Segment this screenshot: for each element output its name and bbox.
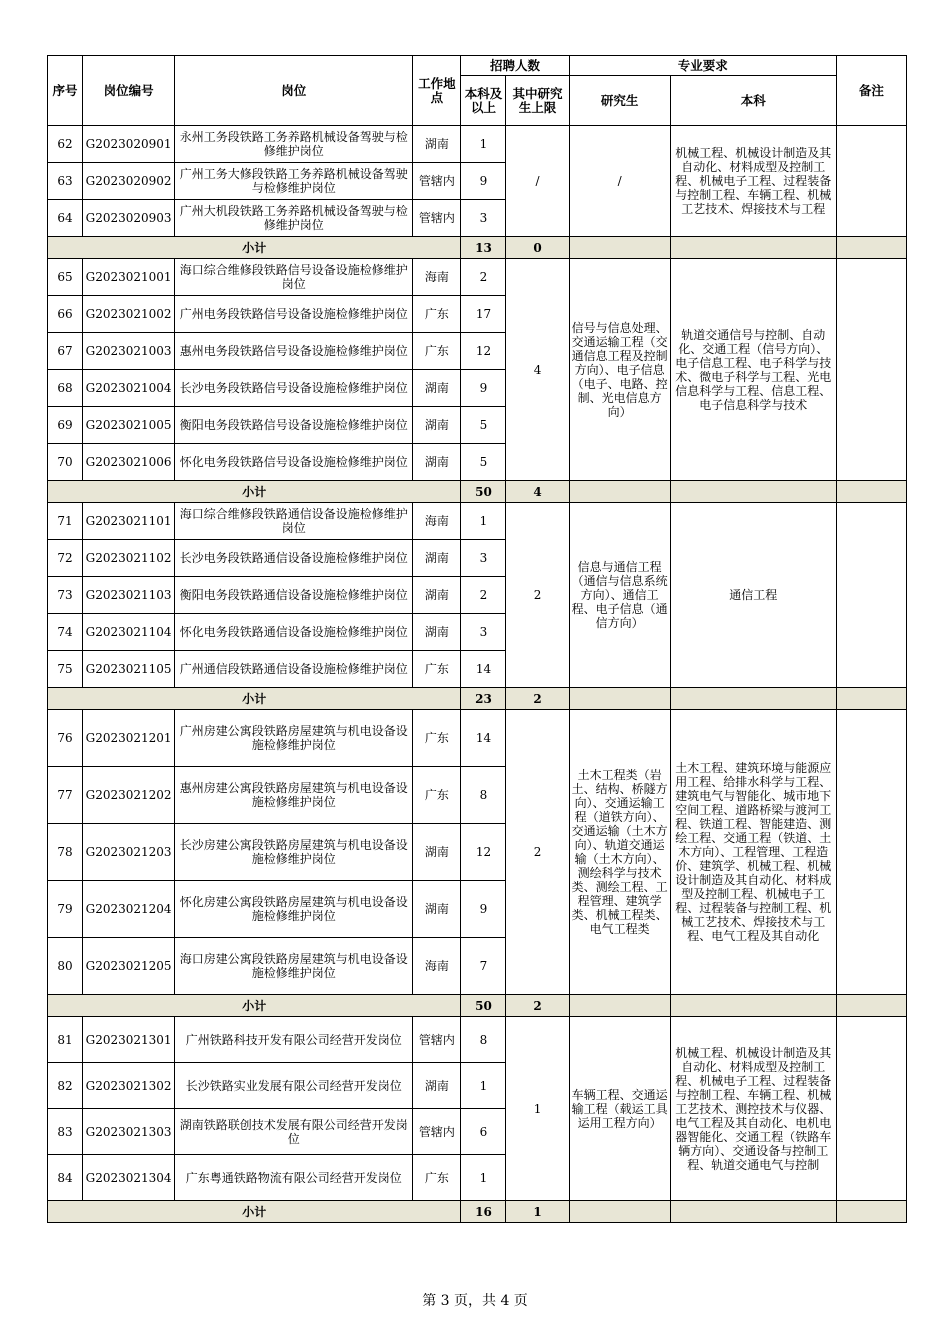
header-seq: 序号 (48, 56, 83, 126)
cell-position: 怀化房建公寓段铁路房屋建筑与机电设备设施检修维护岗位 (175, 881, 413, 938)
cell-count: 1 (461, 503, 506, 540)
subtotal-label: 小计 (48, 995, 461, 1017)
cell-count: 3 (461, 200, 506, 237)
subtotal-row (48, 481, 907, 503)
subtotal-grad: 2 (506, 995, 569, 1017)
cell-position: 海口综合维修段铁路信号设备设施检修维护岗位 (175, 259, 413, 296)
header-undergrad-plus: 本科及以上 (461, 76, 506, 126)
cell-location: 海南 (413, 259, 461, 296)
cell-count: 12 (461, 824, 506, 881)
cell-count: 14 (461, 710, 506, 767)
cell-major-grad: 车辆工程、交通运输工程（载运工具运用工程方向） (569, 1017, 670, 1201)
cell-location: 广东 (413, 333, 461, 370)
cell-location: 湖南 (413, 881, 461, 938)
cell-count: 6 (461, 1109, 506, 1155)
cell-position: 衡阳电务段铁路信号设备设施检修维护岗位 (175, 407, 413, 444)
cell-location: 管辖内 (413, 1017, 461, 1063)
cell-code: G2023020903 (83, 200, 175, 237)
cell-code: G2023021005 (83, 407, 175, 444)
header-recruit-group: 招聘人数 (461, 56, 569, 76)
cell-location: 湖南 (413, 540, 461, 577)
cell-position: 湖南铁路联创技术发展有限公司经营开发岗位 (175, 1109, 413, 1155)
cell-code: G2023021001 (83, 259, 175, 296)
cell-count: 9 (461, 370, 506, 407)
cell-count: 7 (461, 938, 506, 995)
subtotal-count: 23 (461, 688, 506, 710)
cell-location: 管辖内 (413, 1109, 461, 1155)
cell-code: G2023021102 (83, 540, 175, 577)
cell-location: 湖南 (413, 1063, 461, 1109)
cell-count: 2 (461, 259, 506, 296)
cell-position: 长沙电务段铁路信号设备设施检修维护岗位 (175, 370, 413, 407)
subtotal-row (48, 237, 907, 259)
cell-major-grad: 信号与信息处理、交通运输工程（交通信息工程及控制方向）、电子信息（电子、电路、控制、光电信息方向） (569, 259, 670, 481)
cell-grad-limit: / (506, 126, 569, 237)
cell-code: G2023021203 (83, 824, 175, 881)
cell-grad-limit: 4 (506, 259, 569, 481)
cell-location: 湖南 (413, 824, 461, 881)
cell-count: 8 (461, 767, 506, 824)
cell-count: 14 (461, 651, 506, 688)
cell-location: 湖南 (413, 407, 461, 444)
cell-major-undergrad: 土木工程、建筑环境与能源应用工程、给排水科学与工程、建筑电气与智能化、城市地下空间工程、道路桥梁与渡河工程、铁道工程、智能建造、测绘工程、交通工程（铁道、土木方向）、工程管理、工程造价、建筑学、机械工程、机械设计制造及其自动化、材料成型及控制工程、机械电子工程、过程装备与控制工程、机械工艺技术、焊接技术与工程、电气工程及其自动化 (670, 710, 836, 995)
cell-seq: 74 (48, 614, 83, 651)
cell-code: G2023021304 (83, 1155, 175, 1201)
cell-major-undergrad: 轨道交通信号与控制、自动化、交通工程（信号方向）、电子信息工程、电子科学与技术、微电子科学与工程、光电信息科学与工程、信息工程、电子信息科学与技术 (670, 259, 836, 481)
cell-code: G2023021205 (83, 938, 175, 995)
subtotal-label: 小计 (48, 481, 461, 503)
cell-location: 海南 (413, 938, 461, 995)
cell-code: G2023021003 (83, 333, 175, 370)
cell-remark (836, 710, 906, 995)
subtotal-row (48, 1201, 907, 1223)
cell-count: 5 (461, 407, 506, 444)
subtotal-label: 小计 (48, 688, 461, 710)
cell-remark (836, 503, 906, 688)
subtotal-count: 13 (461, 237, 506, 259)
table-row (48, 710, 907, 767)
cell-remark (836, 259, 906, 481)
table-row (48, 126, 907, 163)
cell-seq: 68 (48, 370, 83, 407)
cell-seq: 72 (48, 540, 83, 577)
cell-position: 广州电务段铁路信号设备设施检修维护岗位 (175, 296, 413, 333)
cell-seq: 80 (48, 938, 83, 995)
cell-position: 广州通信段铁路通信设备设施检修维护岗位 (175, 651, 413, 688)
subtotal-grad: 2 (506, 688, 569, 710)
cell-seq: 84 (48, 1155, 83, 1201)
cell-remark (836, 1017, 906, 1201)
cell-location: 管辖内 (413, 163, 461, 200)
cell-code: G2023021202 (83, 767, 175, 824)
cell-seq: 81 (48, 1017, 83, 1063)
subtotal-grad: 0 (506, 237, 569, 259)
cell-seq: 73 (48, 577, 83, 614)
cell-location: 湖南 (413, 444, 461, 481)
cell-position: 长沙电务段铁路通信设备设施检修维护岗位 (175, 540, 413, 577)
cell-position: 长沙铁路实业发展有限公司经营开发岗位 (175, 1063, 413, 1109)
subtotal-grad: 4 (506, 481, 569, 503)
cell-position: 广东粤通铁路物流有限公司经营开发岗位 (175, 1155, 413, 1201)
cell-location: 广东 (413, 767, 461, 824)
cell-seq: 70 (48, 444, 83, 481)
cell-position: 长沙房建公寓段铁路房屋建筑与机电设备设施检修维护岗位 (175, 824, 413, 881)
cell-count: 9 (461, 163, 506, 200)
cell-position: 怀化电务段铁路信号设备设施检修维护岗位 (175, 444, 413, 481)
cell-remark (836, 126, 906, 237)
subtotal-count: 16 (461, 1201, 506, 1223)
cell-location: 广东 (413, 651, 461, 688)
cell-code: G2023021301 (83, 1017, 175, 1063)
header-major-undergrad: 本科 (670, 76, 836, 126)
cell-position: 广州工务大修段铁路工务养路机械设备驾驶与检修维护岗位 (175, 163, 413, 200)
cell-location: 湖南 (413, 370, 461, 407)
cell-code: G2023021303 (83, 1109, 175, 1155)
subtotal-row (48, 688, 907, 710)
subtotal-label: 小计 (48, 1201, 461, 1223)
recruitment-table (47, 55, 907, 1223)
cell-seq: 66 (48, 296, 83, 333)
cell-major-grad: 土木工程类（岩土、结构、桥隧方向）、交通运输工程（道铁方向）、交通运输（土木方向）、轨道交通运输（土木方向）、测绘科学与技术类、测绘工程、工程管理、建筑学类、机械工程类、电气工程类 (569, 710, 670, 995)
subtotal-grad: 1 (506, 1201, 569, 1223)
subtotal-count: 50 (461, 481, 506, 503)
cell-count: 3 (461, 540, 506, 577)
header-major-group: 专业要求 (569, 56, 836, 76)
table-row (48, 259, 907, 296)
cell-location: 海南 (413, 503, 461, 540)
cell-count: 12 (461, 333, 506, 370)
header-major-grad: 研究生 (569, 76, 670, 126)
cell-seq: 69 (48, 407, 83, 444)
cell-seq: 82 (48, 1063, 83, 1109)
cell-code: G2023021103 (83, 577, 175, 614)
cell-seq: 77 (48, 767, 83, 824)
cell-location: 管辖内 (413, 200, 461, 237)
cell-position: 永州工务段铁路工务养路机械设备驾驶与检修维护岗位 (175, 126, 413, 163)
cell-seq: 62 (48, 126, 83, 163)
cell-code: G2023021002 (83, 296, 175, 333)
cell-count: 2 (461, 577, 506, 614)
cell-seq: 78 (48, 824, 83, 881)
cell-major-undergrad: 机械工程、机械设计制造及其自动化、材料成型及控制工程、机械电子工程、过程装备与控制工程、车辆工程、机械工艺技术、焊接技术与工程 (670, 126, 836, 237)
cell-location: 广东 (413, 1155, 461, 1201)
cell-major-undergrad: 机械工程、机械设计制造及其自动化、材料成型及控制工程、机械电子工程、过程装备与控制工程、车辆工程、机械工艺技术、测控技术与仪器、电气工程及其自动化、电机电器智能化、交通工程（铁路车辆方向）、交通设备与控制工程、轨道交通电气与控制 (670, 1017, 836, 1201)
cell-position: 广州大机段铁路工务养路机械设备驾驶与检修维护岗位 (175, 200, 413, 237)
cell-seq: 76 (48, 710, 83, 767)
cell-position: 怀化电务段铁路通信设备设施检修维护岗位 (175, 614, 413, 651)
cell-code: G2023021101 (83, 503, 175, 540)
cell-seq: 63 (48, 163, 83, 200)
cell-seq: 65 (48, 259, 83, 296)
page-footer: 第 3 页，共 4 页 (422, 1293, 528, 1309)
subtotal-row (48, 995, 907, 1017)
header-grad-limit: 其中研究生上限 (506, 76, 569, 126)
cell-count: 8 (461, 1017, 506, 1063)
cell-code: G2023021105 (83, 651, 175, 688)
header-location: 工作地点 (413, 56, 461, 126)
cell-code: G2023021104 (83, 614, 175, 651)
table-row (48, 503, 907, 540)
header-code: 岗位编号 (83, 56, 175, 126)
cell-position: 衡阳电务段铁路通信设备设施检修维护岗位 (175, 577, 413, 614)
cell-count: 1 (461, 1155, 506, 1201)
cell-count: 1 (461, 126, 506, 163)
subtotal-count: 50 (461, 995, 506, 1017)
cell-location: 湖南 (413, 126, 461, 163)
cell-code: G2023021004 (83, 370, 175, 407)
cell-grad-limit: 2 (506, 503, 569, 688)
subtotal-label: 小计 (48, 237, 461, 259)
header-remark: 备注 (836, 56, 906, 126)
table-row (48, 1017, 907, 1063)
cell-count: 17 (461, 296, 506, 333)
cell-major-undergrad: 通信工程 (670, 503, 836, 688)
cell-seq: 75 (48, 651, 83, 688)
cell-code: G2023021201 (83, 710, 175, 767)
cell-code: G2023020901 (83, 126, 175, 163)
cell-seq: 64 (48, 200, 83, 237)
cell-seq: 79 (48, 881, 83, 938)
cell-seq: 83 (48, 1109, 83, 1155)
cell-grad-limit: 1 (506, 1017, 569, 1201)
cell-position: 广州铁路科技开发有限公司经营开发岗位 (175, 1017, 413, 1063)
cell-position: 广州房建公寓段铁路房屋建筑与机电设备设施检修维护岗位 (175, 710, 413, 767)
cell-location: 广东 (413, 296, 461, 333)
cell-seq: 67 (48, 333, 83, 370)
cell-grad-limit: 2 (506, 710, 569, 995)
cell-code: G2023021302 (83, 1063, 175, 1109)
cell-seq: 71 (48, 503, 83, 540)
cell-location: 广东 (413, 710, 461, 767)
cell-position: 海口综合维修段铁路通信设备设施检修维护岗位 (175, 503, 413, 540)
cell-major-grad: / (569, 126, 670, 237)
cell-count: 3 (461, 614, 506, 651)
cell-count: 9 (461, 881, 506, 938)
cell-count: 5 (461, 444, 506, 481)
cell-position: 惠州电务段铁路信号设备设施检修维护岗位 (175, 333, 413, 370)
cell-code: G2023021006 (83, 444, 175, 481)
cell-major-grad: 信息与通信工程（通信与信息系统方向）、通信工程、电子信息（通信方向） (569, 503, 670, 688)
cell-location: 湖南 (413, 614, 461, 651)
cell-code: G2023021204 (83, 881, 175, 938)
cell-position: 惠州房建公寓段铁路房屋建筑与机电设备设施检修维护岗位 (175, 767, 413, 824)
cell-code: G2023020902 (83, 163, 175, 200)
cell-location: 湖南 (413, 577, 461, 614)
cell-position: 海口房建公寓段铁路房屋建筑与机电设备设施检修维护岗位 (175, 938, 413, 995)
header-position: 岗位 (175, 56, 413, 126)
cell-count: 1 (461, 1063, 506, 1109)
